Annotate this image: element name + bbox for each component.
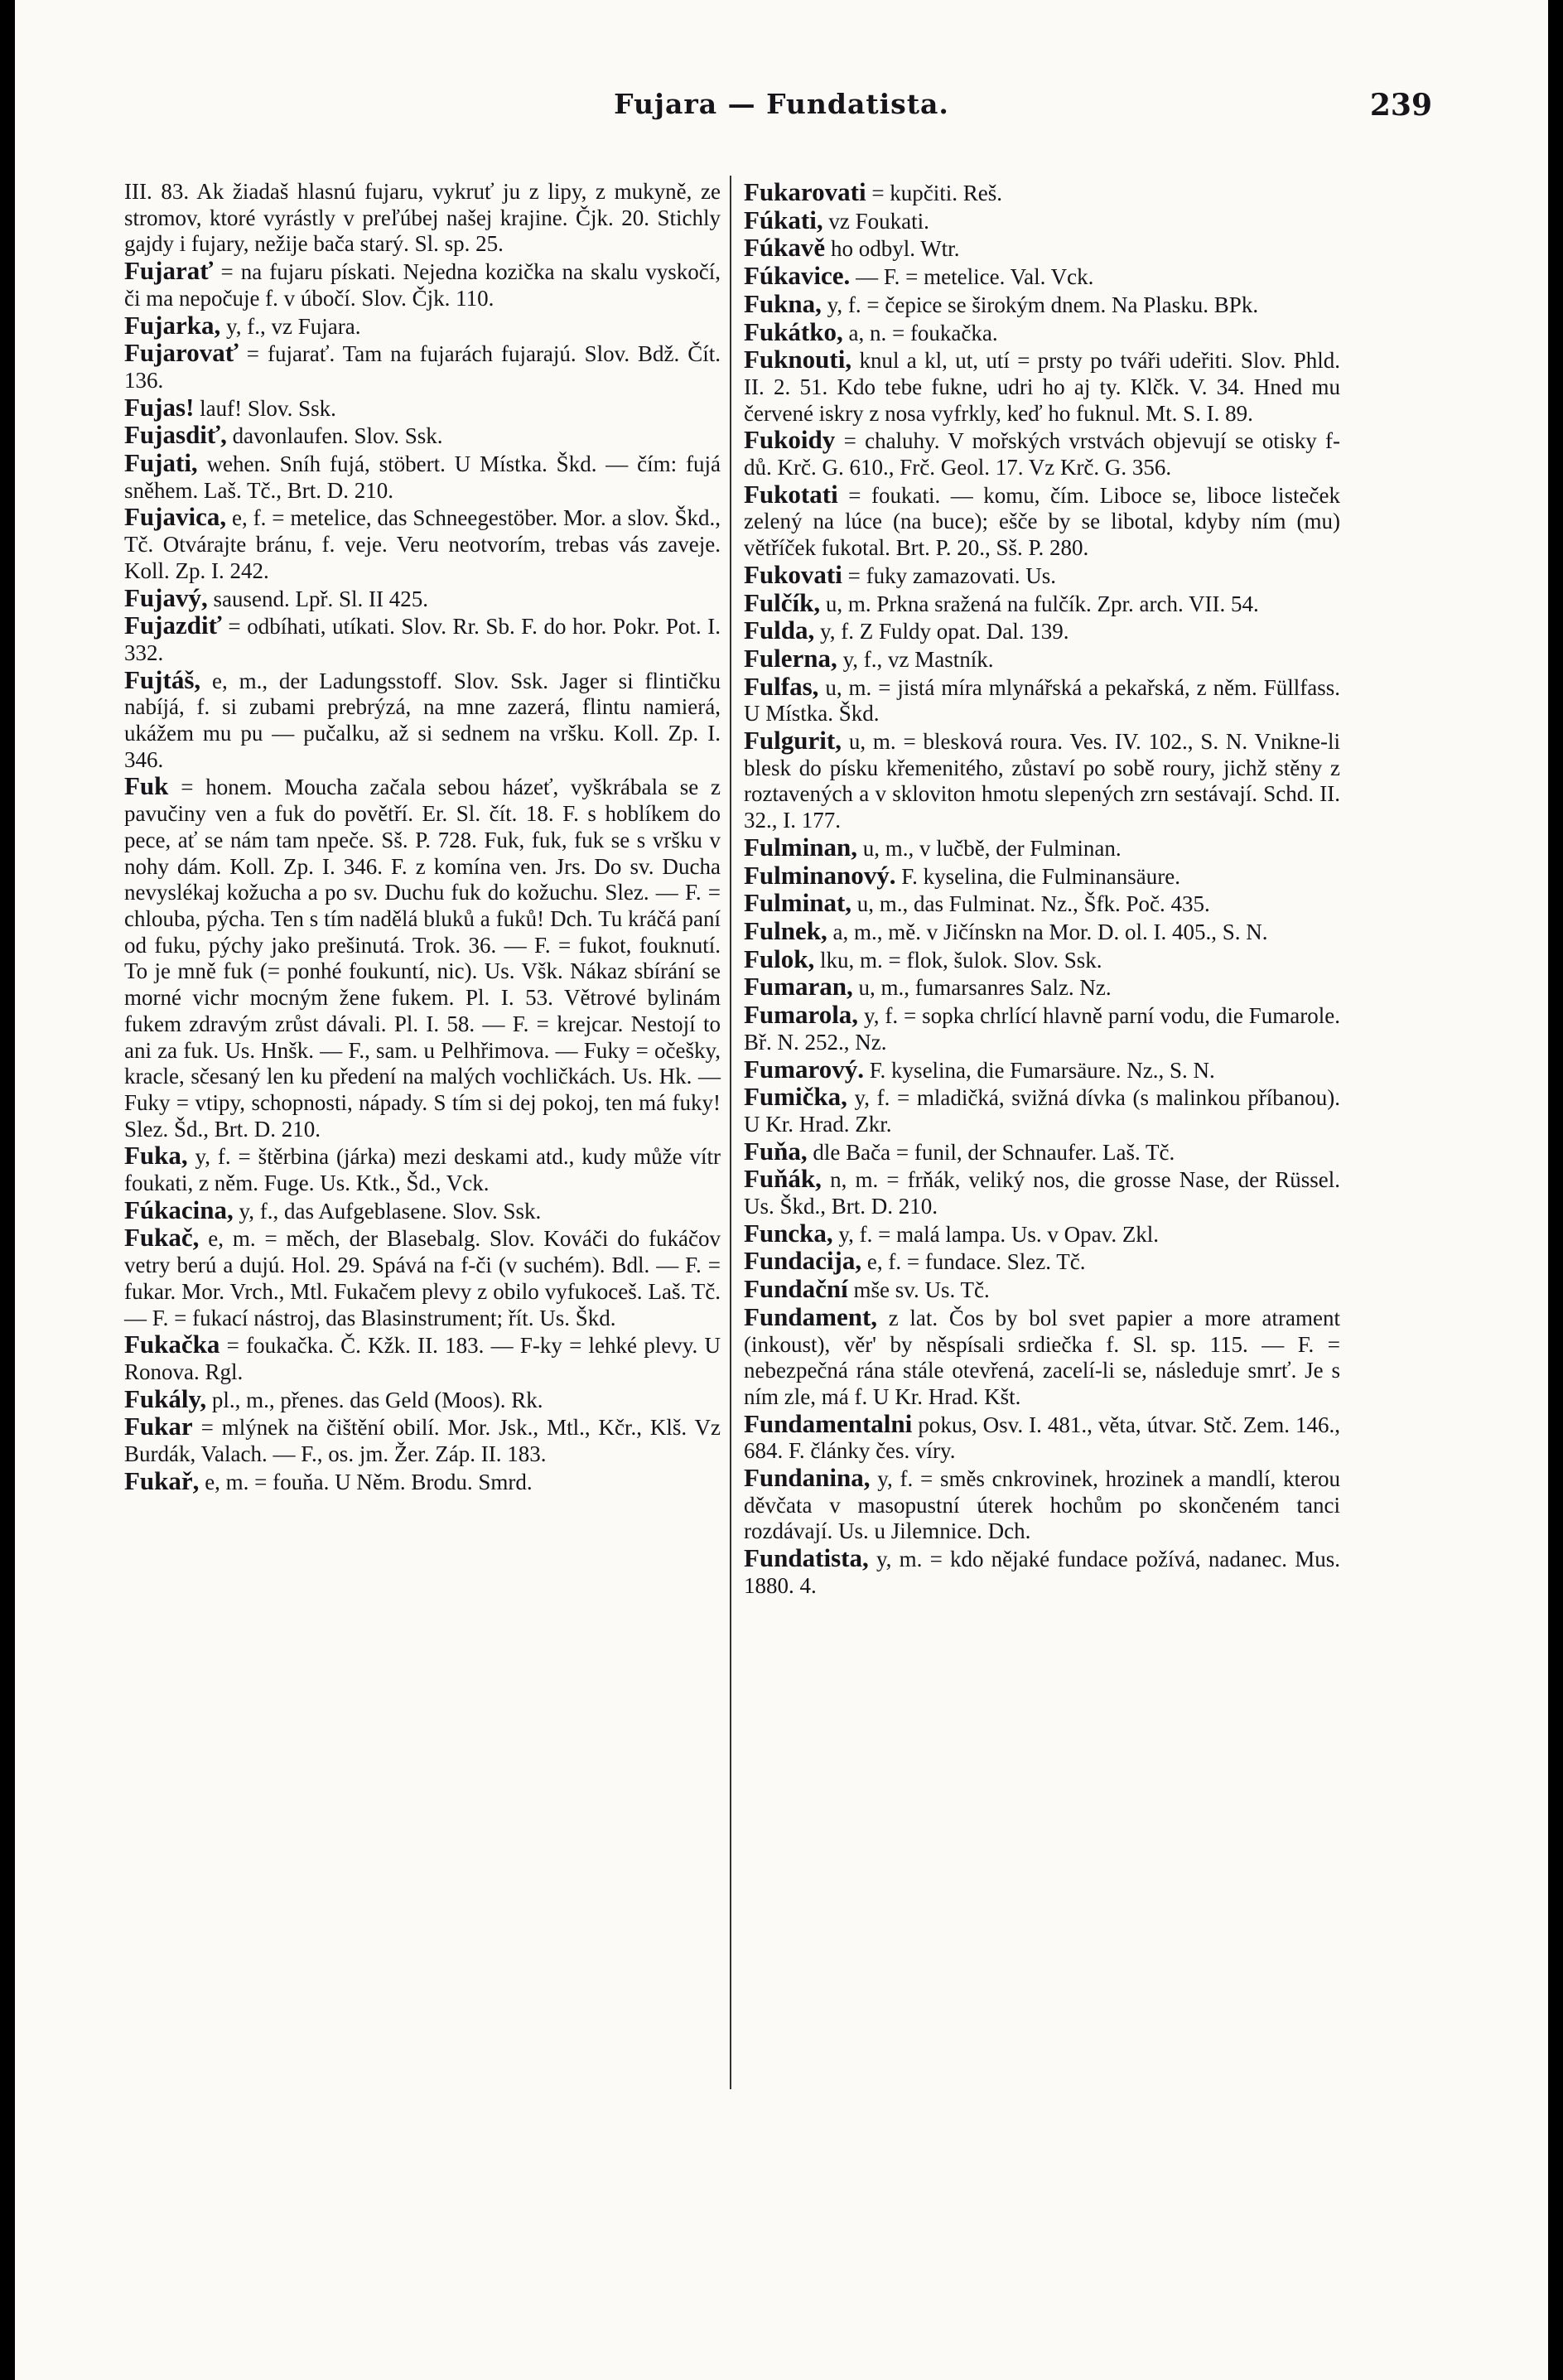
entry-headword: Fulminanový. (744, 860, 896, 890)
entry-headword: Fulgurit, (744, 726, 842, 756)
dictionary-entry (744, 862, 1340, 891)
dictionary-entry (124, 773, 721, 1142)
entry-headword: Fukátko, (744, 316, 843, 346)
entry-headword: Fulda, (744, 616, 815, 645)
entry-headword: Fukna, (744, 288, 822, 318)
entry-headword: Fulerna, (744, 643, 837, 673)
dictionary-entry (124, 612, 721, 666)
entry-text: = mlýnek na čištění obilí. Mor. Jsk., Mtl., Kčr., Klš. Vz Burdák, Valach. — F., os. jm. Žer. Záp. II. 183. (124, 1415, 721, 1467)
entry-headword: Fuňák, (744, 1164, 822, 1194)
dictionary-entry (124, 1383, 721, 1414)
dictionary-entry (744, 1408, 1340, 1465)
entry-text: knul a kl, ut, utí = prsty po tváři udeřiti. Slov. Phld. II. 2. 51. Kdo tebe fukne, udri ho aj ty. Klčk. V. 34. Hned mu červené iskry z nosa vyfrkly, keď ho fuknul. Mt. S. I. 89. (744, 348, 1340, 426)
entry-headword: Fúkavě (744, 233, 826, 263)
dictionary-entry (124, 1331, 721, 1385)
entry-headword: Fulminat, (744, 888, 852, 918)
entry-headword: Fujasdiť, (124, 420, 227, 450)
dictionary-entry (744, 207, 1340, 235)
entry-headword: Fundament, (744, 1301, 878, 1331)
entry-headword: Fulčík, (744, 587, 821, 617)
entry-text: e, f. = metelice, das Schneegestöber. Mor. a slov. Škd., Tč. Otvárajte bránu, f. veje. Veru neotvorím, trebas vás zaveje. Koll. Zp. I. 242. (124, 505, 721, 583)
entry-headword: Fundační (744, 1274, 848, 1304)
entry-text: y, f. = čepice se širokým dnem. Na Plasku. BPk. (827, 292, 1259, 317)
dictionary-entry (744, 316, 1340, 347)
entry-text: sausend. Lpř. Sl. II 425. (213, 586, 428, 611)
dictionary-entry (124, 450, 721, 504)
entry-headword: Fulminan, (744, 832, 857, 862)
dictionary-entry (744, 1545, 1340, 1599)
entry-headword: Fundamentalni (744, 1408, 913, 1438)
entry-headword: Fulfas, (744, 671, 819, 701)
entry-headword: Fukarovati (744, 177, 866, 206)
entry-text: u, m. = jistá míra mlynářská a pekařská, z něm. Füllfass. U Místka. Škd. (744, 674, 1340, 727)
dictionary-entry (744, 559, 1340, 590)
dictionary-entry (744, 179, 1340, 207)
dictionary-entry (124, 582, 721, 613)
column-divider (730, 176, 731, 2089)
dictionary-entry (744, 1056, 1340, 1084)
entry-text: pokus, Osv. I. 481., věta, útvar. Stč. Zem. 146., 684. F. články čes. víry. (744, 1412, 1340, 1464)
entry-headword: Fujarka, (124, 310, 221, 340)
dictionary-entry (744, 973, 1340, 1002)
entry-headword: Fuknouti, (744, 345, 852, 374)
entry-text: u, m. = blesková roura. Ves. IV. 102., S. N. Vnikne-li blesk do písku křemenitého, zůstaví po sobě roury, jichž stěny z roztavených a v skloviton hmotu slepených zrn sestávají. Schd. II. 32., I. 177. (744, 729, 1340, 833)
entry-headword: Fuk (124, 771, 169, 801)
entry-text: — F. = metelice. Val. Vck. (856, 264, 1094, 290)
entry-text: y, f., vz Mastník. (842, 646, 994, 672)
entry-text: = fujarať. Tam na fujarách fujarajú. Slov. Bdž. Čít. 136. (124, 341, 721, 393)
entry-text: F. kyselina, die Fumarsäure. Nz., S. N. (869, 1057, 1215, 1083)
entry-headword: Fulnek, (744, 915, 827, 945)
entry-text: = kupčiti. Reš. (871, 181, 1003, 205)
entry-text: y, m. = kdo nějaké fundace požívá, nadanec. Mus. 1880. 4. (744, 1547, 1341, 1598)
dictionary-entry (124, 1142, 721, 1196)
entry-text: y, f. = sopka chrlící hlavně parní vodu, die Fumarole. Bř. N. 252., Nz. (744, 1003, 1340, 1055)
running-header (15, 88, 1548, 138)
dictionary-entry (744, 1465, 1340, 1545)
dictionary-entry (124, 504, 721, 584)
entry-headword: Fukač, (124, 1223, 200, 1253)
entry-text: e, m. = fouňa. U Něm. Brodu. Smrd. (205, 1469, 533, 1494)
entry-headword: Fujavý, (124, 582, 208, 612)
entry-text: y, f. = štěrbina (járka) mezi deskami atd., kudy může vítr foukati, z něm. Fuge. Us. Ktk., Šd., Vck. (124, 1144, 721, 1196)
entry-text: u, m., fumarsanres Salz. Nz. (858, 975, 1112, 1001)
entry-text: = na fujaru pískati. Nejedna kozička na skalu vyskočí, či ma nepočuje f. v úbočí. Slov. Čjk. 110. (124, 259, 721, 311)
page-number: 239 (1369, 88, 1432, 123)
entry-headword: Fumarový. (744, 1054, 864, 1084)
dictionary-entry (744, 946, 1340, 974)
dictionary-entry (744, 1248, 1340, 1276)
dictionary-entry (744, 481, 1340, 562)
dictionary-entry (744, 645, 1340, 673)
entry-headword: Fuňa, (744, 1136, 808, 1166)
entry-text: e, m., der Ladungsstoff. Slov. Ssk. Jager si flintičku nabíjá, f. si zubami prebrýzá, na mne zazerá, flintu namierá, ukážem mu pu — pučalku, až si sednem na vršku. Koll. Zp. I. 346. (124, 668, 721, 772)
dictionary-entry (124, 312, 721, 340)
entry-headword: Fundacija, (744, 1246, 862, 1276)
entry-text: e, f. = fundace. Slez. Tč. (866, 1249, 1086, 1275)
dictionary-entry (124, 1197, 721, 1225)
dictionary-entry (124, 1413, 721, 1467)
entry-headword: Fundatista, (744, 1543, 869, 1573)
entry-headword: Fukovati (744, 559, 842, 589)
dictionary-entry (744, 1166, 1340, 1219)
entry-headword: Fujati, (124, 448, 198, 478)
dictionary-entry (744, 1276, 1340, 1304)
entry-headword: Fulok, (744, 944, 815, 973)
dictionary-entry (124, 394, 721, 422)
entry-text: y, f., vz Fujara. (226, 313, 361, 339)
entry-headword: Fukačka (124, 1330, 220, 1359)
dictionary-entry (744, 1301, 1340, 1411)
dictionary-entry (744, 673, 1340, 727)
entry-headword: Fukar (124, 1412, 193, 1441)
dictionary-entry (744, 617, 1340, 645)
entry-text: e, m. = měch, der Blasebalg. Slov. Kováči do fukáčov vetry berú a dujú. Hol. 29. Spává na f-či (v suchém). Bdl. — F. = fukar. Mor. Vrch., Mtl. Fukačem plevy z obilo vyfukoceš. Laš. Tč. — F. = fukací nástroj, das Blasinstrument; řít. Us. Škd. (124, 1226, 721, 1330)
dictionary-entry (124, 664, 721, 774)
dictionary-entry (744, 1138, 1340, 1166)
dictionary-entry (124, 179, 721, 258)
dictionary-entry (744, 346, 1340, 427)
entry-text: vz Foukati. (828, 208, 929, 234)
entry-headword: Fukař, (124, 1465, 200, 1495)
header-title: Fujara — Fundatista. (614, 88, 949, 120)
entry-text: wehen. Sníh fujá, stöbert. U Místka. Škd. — čím: fujá sněhem. Laš. Tč., Brt. D. 210. (124, 451, 721, 503)
dictionary-entry (744, 1084, 1340, 1137)
entry-headword: Fumička, (744, 1082, 847, 1112)
entry-headword: Fukoidy (744, 425, 836, 455)
dictionary-entry (124, 340, 721, 393)
dictionary-entry (744, 234, 1340, 263)
entry-text: ho odbyl. Wtr. (830, 236, 960, 262)
entry-headword: Fúkati, (744, 205, 823, 234)
entry-headword: Funcka, (744, 1218, 833, 1248)
entry-text: z lat. Čos by bol svet papier a more atrament (inkoust), věr' by něspísali srdiečka f. Sl. sp. 115. — F. = nebezpečná rána stále otevřená, zacelí-li se, následuje smrť. Je s ním zle, má f. U Kr. Hrad. Kšt. (744, 1305, 1340, 1409)
entry-headword: Fúkacina, (124, 1195, 234, 1224)
entry-text: lauf! Slov. Ssk. (200, 395, 336, 421)
entry-headword: Fujarovať (124, 338, 239, 368)
entry-text: dle Bača = funil, der Schnaufer. Laš. Tč. (813, 1139, 1175, 1165)
entry-text: a, m., mě. v Jičínskn na Mor. D. ol. I. 405., S. N. (832, 919, 1268, 944)
entry-text: pl., m., přenes. das Geld (Moos). Rk. (211, 1387, 543, 1412)
entry-headword: Fúkavice. (744, 261, 851, 291)
entry-headword: Fujavica, (124, 502, 227, 532)
entry-text: = odbíhati, utíkati. Slov. Rr. Sb. F. do hor. Pokr. Pot. I. 332. (124, 614, 721, 665)
entry-headword: Fuka, (124, 1141, 188, 1171)
entry-headword: Fundanina, (744, 1463, 871, 1493)
entry-text: = foukačka. Č. Kžk. II. 183. — F-ky = lehké plevy. U Ronova. Rgl. (124, 1333, 721, 1384)
entry-text: y, f. = malá lampa. Us. v Opav. Zkl. (838, 1221, 1160, 1247)
entry-text: y, f. = mladičká, svižná dívka (s malinkou příbanou). U Kr. Hrad. Zkr. (744, 1085, 1341, 1137)
dictionary-entry (744, 890, 1340, 918)
entry-text: = honem. Moucha začala sebou házeť, vyškrábala se z pavučiny ven a fuk do povětří. Er. Sl. čít. 18. F. s hoblíkem do pece, ať se nám tam npeče. Sš. P. 728. Fuk, fuk, fuk se s vršku v nohy dám. Koll. Zp. I. 346. F. z komína ven. Jrs. Do sv. Ducha nevyslékaj kožucha a po sv. Duchu fuk do kožuchu. Slez. — F. = chlouba, pýcha. Ten s tím nadělá bluků a fuků! Dch. Tu kráčá paní od fuku, pýchy jako prešinutá. Trok. 36. — F. = fukot, fouknutí. To je mně fuk (= ponhé foukuntí, nic). Us. Všk. Nákaz sbírání se morné vichr mocným žene fukem. Pl. I. 53. Větrové bylinám fukem zdravým zrůst dávali. Pl. I. 58. — F. = krejcar. Nestojí to ani za fuk. Us. Hnšk. — F., sam. u Pelhřimova. — Fuky = očešky, kracle, sčesaný len ku předení na malých vochličkách. Us. Hk. — Fuky = vtipy, schopnosti, nápady. S tím si dej pokoj, ten má fuky! Slez. Šd., Brt. D. 210. (124, 775, 721, 1142)
entry-text: u, m. Prkna sražená na fulčík. Zpr. arch. VII. 54. (825, 591, 1259, 616)
dictionary-entry (744, 727, 1340, 834)
dictionary-entry (744, 263, 1340, 291)
entry-text: = foukati. — komu, čím. Libocе se, liboce listeček zelený na lúce (na buce); ešče by se libotal, kdyby ním (mu) větříček fukotal. Brt. P. 20., Sš. P. 280. (744, 482, 1340, 561)
entry-headword: Fukotati (744, 479, 838, 509)
entry-text: y, f., das Aufgeblasene. Slov. Ssk. (239, 1198, 542, 1224)
right-column (744, 179, 1340, 1600)
entry-text: mše sv. Us. Tč. (853, 1277, 990, 1303)
dictionary-entry (744, 1220, 1340, 1248)
entry-headword: Fujazdiť (124, 611, 222, 640)
entry-headword: Fujtáš, (124, 664, 201, 694)
entry-headword: Fujas! (124, 392, 195, 422)
entry-text: = chaluhy. V mořských vrstvách objevují se otisky f-dů. Krč. G. 610., Frč. Geol. 17. Vz Krč. G. 356. (744, 428, 1341, 480)
dictionary-page (15, 0, 1548, 2380)
left-column (124, 179, 721, 1495)
entry-text: u, m., das Fulminat. Nz., Šfk. Poč. 435. (856, 891, 1210, 917)
entry-text: lku, m. = flok, šulok. Slov. Ssk. (820, 947, 1102, 973)
entry-text: = fuky zamazovati. Us. (847, 562, 1057, 588)
entry-text: a, n. = foukačka. (848, 320, 998, 345)
dictionary-entry (744, 834, 1340, 862)
dictionary-entry (744, 427, 1340, 480)
entry-headword: Fumaran, (744, 972, 853, 1002)
entry-text: u, m., v lučbě, der Fulminan. (862, 835, 1122, 861)
entry-text: n, m. = frňák, veliký nos, die grosse Nase, der Rüssel. Us. Škd., Brt. D. 210. (744, 1167, 1341, 1219)
entry-headword: Fumarola, (744, 1000, 859, 1030)
dictionary-entry (124, 422, 721, 450)
entry-text: y, f. Z Fuldy opat. Dal. 139. (820, 619, 1069, 644)
entry-headword: Fukály, (124, 1383, 207, 1413)
dictionary-entry (124, 1224, 721, 1331)
dictionary-entry (744, 1002, 1340, 1055)
entry-text: y, f. = směs cnkrovinek, hrozinek a mandlí, kterou děvčata v masopustní úterek hochům po skončeném tanci rozdávají. Us. u Jilemnice. Dch. (744, 1466, 1341, 1544)
entry-text: F. kyselina, die Fulminansäure. (901, 863, 1181, 889)
entry-text: davonlaufen. Slov. Ssk. (232, 423, 443, 449)
dictionary-entry (124, 1465, 721, 1496)
dictionary-entry (744, 288, 1340, 319)
dictionary-entry (124, 258, 721, 311)
dictionary-entry (744, 915, 1340, 946)
dictionary-entry (744, 587, 1340, 618)
entry-headword: Fujarať (124, 256, 214, 286)
entry-text: III. 83. Ak žiadaš hlasnú fujaru, vykruť ju z lipy, z mukyně, ze stromov, ktoré vyrástly v preľúbej našej krajine. Čjk. 20. Stichly gajdy i fujary, nežije bača starý. Sl. sp. 25. (124, 179, 721, 257)
